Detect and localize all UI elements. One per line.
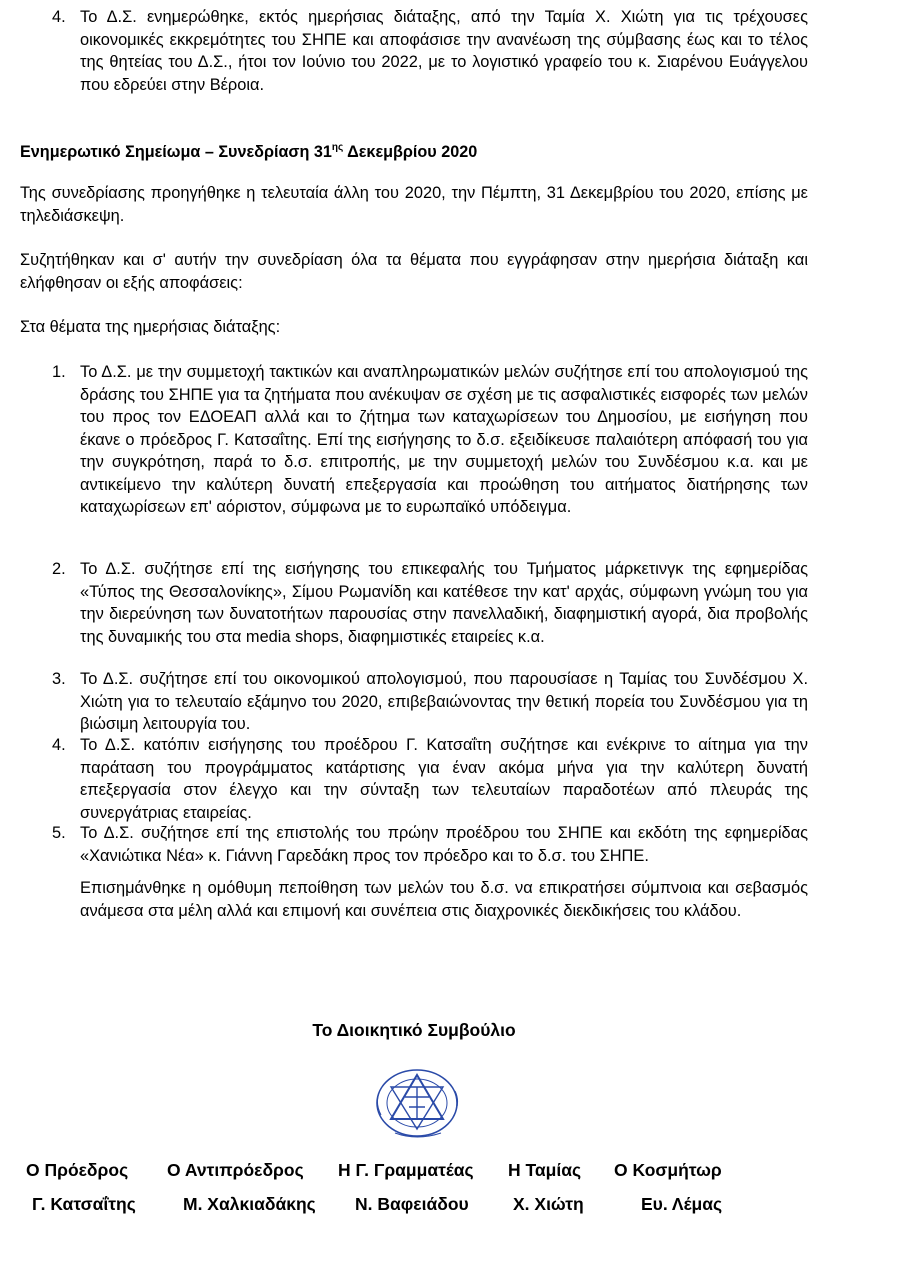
list-item-text: Το Δ.Σ. με την συμμετοχή τακτικών και αναπληρωματικών μελών συζήτησε επί του απολογισμού της δράσης του ΣΗΠΕ για τα ζητήματα που ανέκυψαν σε σχέση με τις ασφαλιστικές εισφορές των μελών του προς τον ΕΔΟΕΑΠ αλλά και το ζήτημα των καταχωρίσεων του Δημοσίου, με εισήγηση που έκανε ο πρόεδρος Γ. Κατσαΐτης. Επί της εισήγησης το δ.σ. εξειδίκευσε παλαιότερη απόφασή του για την συγκρότηση, παρά το δ.σ. επιτροπής, με την συμμετοχή μελών του Συνδέσμου κ.α. και με αντικείμενο την καλύτερη δυνατή επεξεργασία και προώθηση του αιτήματος διατήρησης των καταχωρίσεων επ' αόριστον, σύμφωνα με το ευρωπαϊκό υπόδειγμα. xyxy=(80,363,808,516)
heading-rest: Δεκεμβρίου 2020 xyxy=(343,143,478,161)
list-item-number: 3. xyxy=(52,670,66,688)
list-item-text: Το Δ.Σ. κατόπιν εισήγησης του προέδρου Γ. Κατσαΐτη συζήτησε και ενέκρινε το αίτημα για την παράταση του προγράμματος κατάρτισης για έναν ακόμα μήνα για την καλύτερη δυνατή επεξεργασία στον έλεγχο και την σύνταξη των τελευταίων παραδοτέων από πλευράς της συνεργάτριας εταιρείας. xyxy=(80,736,808,822)
signatory-role-treasurer: Η Ταμίας xyxy=(508,1160,582,1180)
signatory-name-secretary: Ν. Βαφειάδου xyxy=(355,1194,469,1214)
section-heading xyxy=(20,141,477,163)
heading-main: Ενημερωτικό Σημείωμα – Συνεδρίαση 31 xyxy=(20,143,332,161)
signatory-name-president: Γ. Κατσαΐτης xyxy=(32,1194,136,1214)
list-item-number: 1. xyxy=(52,363,66,381)
heading-superscript: ης xyxy=(331,142,344,153)
signatory-name-marshal: Ευ. Λέμας xyxy=(641,1194,723,1214)
signatory-role-marshal: Ο Κοσμήτωρ xyxy=(614,1160,722,1180)
list-item-text: Το Δ.Σ. συζήτησε επί της εισήγησης του επικεφαλής του Τμήματος μάρκετινγκ της εφημερίδας «Τύπος της Θεσσαλονίκης», Σίμου Ρωμανίδη και κατέθεσε την κατ' αρχάς, σύμφωνη γνώμη του για την διερεύνηση των δυνατοτήτων παρουσίας στην πανελλαδική, διαφημιστική αγορά, δια προβολής της δυναμικής του στα media shops, διαφημιστικές εταιρείες κ.α. xyxy=(80,560,808,646)
board-title: Το Διοικητικό Συμβούλιο xyxy=(312,1020,516,1040)
agenda-paragraph: Στα θέματα της ημερήσιας διάταξης: xyxy=(20,318,281,336)
association-seal-icon xyxy=(365,1063,470,1143)
signatory-role-secretary: Η Γ. Γραμματέας xyxy=(338,1160,474,1180)
list-item-text-continued: Επισημάνθηκε η ομόθυμη πεποίθηση των μελών του δ.σ. να επικρατήσει σύμπνοια και σεβασμός ανάμεσα στα μέλη αλλά και επιμονή και συνέπεια στις διαχρονικές διεκδικήσεις του κλάδου. xyxy=(80,879,808,920)
decisions-paragraph: Συζητήθηκαν και σ' αυτήν την συνεδρίαση όλα τα θέματα που εγγράφησαν στην ημερήσια διάταξη και ελήφθησαν οι εξής αποφάσεις: xyxy=(20,251,808,292)
signatory-name-treasurer: Χ. Χιώτη xyxy=(513,1194,584,1214)
intro-paragraph: Της συνεδρίασης προηγήθηκε η τελευταία άλλη του 2020, την Πέμπτη, 31 Δεκεμβρίου του 2020, επίσης με τηλεδιάσκεψη. xyxy=(20,184,808,225)
signatory-role-president: Ο Πρόεδρος xyxy=(26,1160,129,1180)
list-item-number: 4. xyxy=(52,8,66,26)
list-item-number: 5. xyxy=(52,824,66,842)
list-item-text: Το Δ.Σ. ενημερώθηκε, εκτός ημερήσιας διάταξης, από την Ταμία Χ. Χιώτη για τις τρέχουσες οικονομικές εκκρεμότητες του ΣΗΠΕ και αποφάσισε την ανανέωση της σύμβασης έως και το τέλος της θητείας του Δ.Σ., ήτοι τον Ιούνιο του 2022, με το λογιστικό γραφείο του κ. Σιαρένου Ευάγγελου που εδρεύει στην Βέροια. xyxy=(80,8,808,94)
signatory-name-vice-president: Μ. Χαλκιαδάκης xyxy=(183,1194,316,1214)
list-item-text: Το Δ.Σ. συζήτησε επί του οικονομικού απολογισμού, που παρουσίασε η Ταμίας του Συνδέσμου Χ. Χιώτη για το τελευταίο εξάμηνο του 2020, επιβεβαιώνοντας την θετική πορεία του Συνδέσμου για τη βιώσιμη λειτουργία του. xyxy=(80,670,808,733)
list-item-number: 4. xyxy=(52,736,66,754)
list-item-number: 2. xyxy=(52,560,66,578)
list-item-text: Το Δ.Σ. συζήτησε επί της επιστολής του πρώην προέδρου του ΣΗΠΕ και εκδότη της εφημερίδας «Χανιώτικα Νέα» κ. Γιάννη Γαρεδάκη προς τον πρόεδρο και το δ.σ. του ΣΗΠΕ. xyxy=(80,824,808,865)
signatory-role-vice-president: Ο Αντιπρόεδρος xyxy=(167,1160,304,1180)
